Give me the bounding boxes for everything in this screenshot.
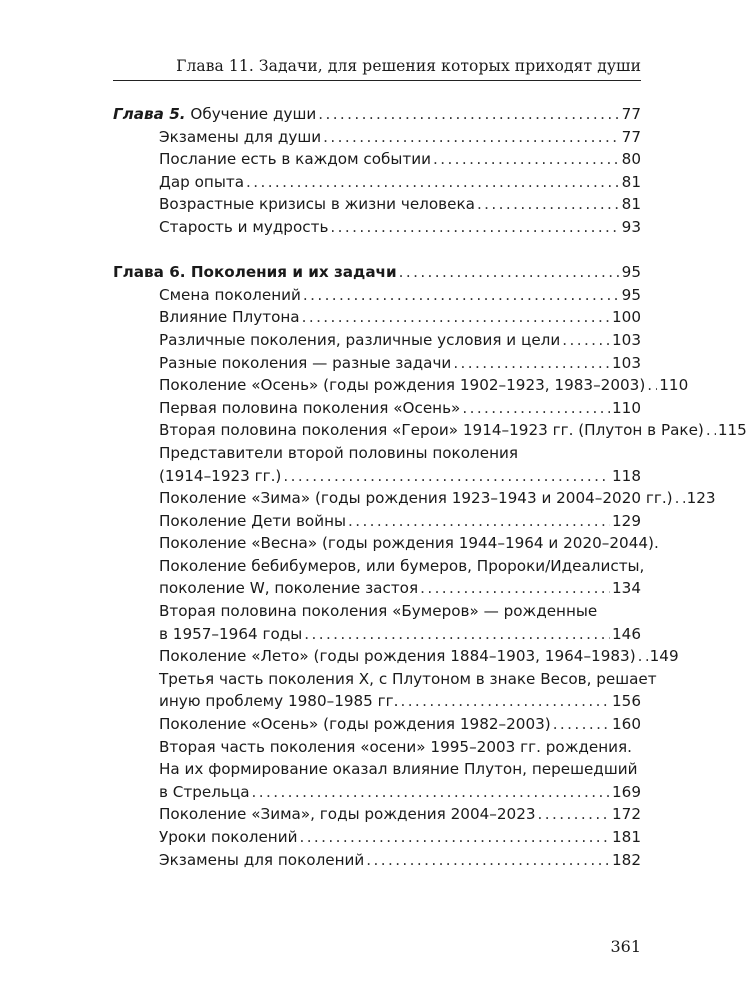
dot-leader — [399, 261, 620, 284]
toc-entry-page: 77 — [621, 127, 641, 146]
toc-entry[interactable] — [113, 532, 659, 600]
toc-entry-title: Поколение «Осень» (годы рождения 1902–1923, 1983–2003) — [159, 376, 646, 395]
toc-entry[interactable] — [113, 216, 641, 239]
toc-entry-title: Влияние Плутона — [159, 308, 300, 327]
toc-entry-page: 172 — [612, 805, 641, 824]
toc-entry[interactable] — [113, 826, 641, 849]
toc-entry-page: 149 — [649, 647, 679, 666]
toc-entry-page: 80 — [621, 150, 641, 169]
table-of-contents — [113, 103, 747, 871]
chapter-6-entries — [113, 284, 747, 871]
dot-leader — [246, 171, 620, 194]
chapter-6-title: Поколения и их задачи — [185, 263, 397, 282]
running-header — [113, 52, 641, 81]
chapter-5-entries — [113, 126, 641, 239]
toc-entry-page: 100 — [612, 308, 641, 327]
toc-entry-line — [113, 668, 657, 691]
toc-entry-line — [113, 171, 641, 194]
toc-entry-line — [113, 284, 641, 307]
toc-entry-line — [113, 216, 641, 239]
dot-leader — [433, 148, 620, 171]
toc-entry-page: 103 — [612, 330, 641, 349]
toc-entry-page: 110 — [612, 398, 641, 417]
toc-entry-line — [113, 555, 645, 578]
dot-leader — [318, 103, 619, 126]
toc-entry-line — [113, 510, 641, 533]
toc-entry-title: Старость и мудрость — [159, 217, 329, 236]
toc-entry-line — [113, 419, 747, 442]
toc-entry-title: Поколение «Зима», годы рождения 2004–2023 — [159, 805, 536, 824]
dot-leader — [453, 352, 610, 375]
toc-entry-line — [113, 397, 641, 420]
toc-entry-title: Послание есть в каждом событии — [159, 150, 431, 169]
toc-entry-page: 146 — [612, 624, 641, 643]
toc-entry-line — [113, 532, 659, 555]
chapter-5-prefix: Глава 5. — [113, 105, 186, 123]
toc-entry-page: 134 — [612, 579, 641, 598]
toc-entry[interactable] — [113, 510, 641, 533]
toc-entry[interactable] — [113, 126, 641, 149]
toc-entry-title: Поколение «Лето» (годы рождения 1884–1903, 1964–1983) — [159, 647, 636, 666]
chapter-6-heading[interactable] — [113, 261, 641, 284]
toc-entry-title: Вторая половина поколения «Герои» 1914–1923 гг. (Плутон в Раке) — [159, 421, 704, 440]
toc-entry-page: 81 — [621, 172, 641, 191]
toc-entry[interactable] — [113, 397, 641, 420]
dot-leader — [283, 465, 610, 488]
toc-entry-title: Возрастные кризисы в жизни человека — [159, 195, 475, 214]
chapter-6-prefix: Глава 6. — [113, 263, 186, 282]
toc-entry-line — [113, 487, 716, 510]
toc-entry-page: 95 — [621, 285, 641, 304]
toc-entry-title: Экзамены для души — [159, 127, 322, 146]
dot-leader — [400, 690, 610, 713]
dot-leader — [553, 713, 610, 736]
toc-entry[interactable] — [113, 736, 641, 804]
toc-entry[interactable] — [113, 668, 657, 713]
toc-entry-page: 123 — [686, 489, 716, 508]
toc-entry-page: 93 — [621, 217, 641, 236]
toc-entry[interactable] — [113, 803, 641, 826]
toc-entry-page: 181 — [612, 828, 641, 846]
toc-entry-page: 156 — [612, 692, 641, 711]
chapter-5-group — [113, 103, 641, 239]
toc-entry-title: иную проблему 1980–1985 гг. — [159, 692, 399, 711]
toc-entry[interactable] — [113, 645, 679, 668]
toc-entry-title: Вторая часть поколения «осени» 1995–2003 гг. рождения. — [159, 737, 632, 756]
toc-entry-title: Поколение Дети войны — [159, 511, 346, 530]
page-number: 361 — [610, 937, 641, 956]
toc-entry-title: Различные поколения, различные условия и цели — [159, 330, 561, 349]
toc-entry-title: Представители второй половины поколения — [159, 443, 519, 462]
dot-leader — [675, 487, 685, 510]
toc-entry-page: 110 — [659, 376, 689, 395]
dot-leader — [323, 126, 620, 149]
chapter-6-page: 95 — [621, 263, 641, 282]
running-header-title: Глава 11. Задачи, для решения которых приходят души — [176, 57, 641, 75]
dot-leader — [477, 193, 620, 216]
toc-entry[interactable] — [113, 352, 641, 375]
toc-entry-title: Вторая половина поколения «Бумеров» — рожденные — [159, 602, 598, 621]
toc-entry-line — [113, 193, 641, 216]
toc-entry[interactable] — [113, 600, 641, 645]
toc-entry-title: Экзамены для поколений — [159, 850, 365, 869]
toc-entry-title: Дар опыта — [159, 172, 245, 191]
chapter-5-heading[interactable] — [113, 103, 641, 126]
toc-entry[interactable] — [113, 374, 689, 397]
toc-entry-title: Поколение бебибумеров, или бумеров, Пророки/Идеалисты, — [159, 556, 645, 575]
toc-entry-line — [113, 577, 641, 600]
toc-entry[interactable] — [113, 487, 716, 510]
toc-entry-page: 160 — [612, 715, 641, 734]
toc-entry[interactable] — [113, 148, 641, 171]
toc-entry-title: Третья часть поколения Х, с Плутоном в знаке Весов, решает — [159, 669, 657, 688]
dot-leader — [330, 216, 619, 239]
dot-leader — [303, 284, 620, 307]
toc-entry-page: 169 — [612, 782, 641, 801]
dot-leader — [348, 510, 610, 533]
toc-entry-line — [113, 600, 641, 623]
toc-entry-page: 118 — [612, 466, 641, 485]
toc-entry-title: На их формирование оказал влияние Плутон, перешедший — [159, 760, 638, 779]
toc-entry-page: 81 — [621, 195, 641, 214]
toc-entry-title: Уроки поколений — [159, 828, 298, 846]
dot-leader — [252, 781, 610, 804]
toc-entry-line — [113, 781, 641, 804]
toc-entry-line — [113, 126, 641, 149]
dot-leader — [462, 397, 610, 420]
dot-leader — [706, 419, 716, 442]
dot-leader — [638, 645, 648, 668]
toc-entry[interactable] — [113, 442, 641, 487]
chapter-5-title: Обучение души — [185, 105, 317, 123]
dot-leader — [302, 306, 610, 329]
dot-leader — [420, 577, 610, 600]
toc-entry-line — [113, 758, 641, 781]
toc-entry-title: в 1957–1964 годы — [159, 624, 303, 643]
toc-entry-page: 103 — [612, 353, 641, 372]
toc-entry-title: Разные поколения — разные задачи — [159, 353, 452, 372]
toc-entry[interactable] — [113, 419, 747, 442]
toc-entry-line — [113, 306, 641, 329]
toc-entry-line — [113, 623, 641, 646]
toc-entry-page: 129 — [612, 511, 641, 530]
dot-leader — [299, 826, 610, 849]
toc-entry[interactable] — [113, 713, 641, 736]
toc-entry-line — [113, 329, 641, 352]
toc-entry-line — [113, 736, 641, 759]
dot-leader — [538, 803, 610, 826]
toc-entry-line — [113, 148, 641, 171]
dot-leader — [366, 849, 610, 872]
toc-entry-page: 182 — [612, 850, 641, 869]
toc-entry[interactable] — [113, 306, 641, 329]
toc-entry-line — [113, 352, 641, 375]
chapter-5-page: 77 — [621, 105, 641, 123]
toc-entry-title: Поколение «Весна» (годы рождения 1944–1964 и 2020–2044). — [159, 534, 659, 553]
toc-entry-line — [113, 442, 641, 465]
toc-entry-title: Поколение «Зима» (годы рождения 1923–1943 и 2004–2020 гг.) — [159, 489, 673, 508]
toc-entry-line — [113, 713, 641, 736]
dot-leader — [647, 374, 657, 397]
toc-entry-line — [113, 690, 641, 713]
toc-entry[interactable] — [113, 849, 641, 872]
toc-entry-title: Смена поколений — [159, 285, 301, 304]
toc-entry-line — [113, 645, 679, 668]
chapter-6-group — [113, 261, 747, 871]
toc-entry-line — [113, 374, 689, 397]
dot-leader — [562, 329, 610, 352]
toc-entry-title: поколение W, поколение застоя — [159, 579, 419, 598]
toc-entry[interactable] — [113, 329, 641, 352]
toc-entry-title: Поколение «Осень» (годы рождения 1982–2003) — [159, 715, 551, 734]
dot-leader — [304, 623, 610, 646]
toc-entry-line — [113, 803, 641, 826]
toc-entry-line — [113, 465, 641, 488]
toc-entry[interactable] — [113, 171, 641, 194]
toc-entry-title: Первая половина поколения «Осень» — [159, 398, 461, 417]
toc-entry-page: 115 — [717, 421, 747, 440]
toc-entry[interactable] — [113, 284, 641, 307]
toc-entry-line — [113, 849, 641, 872]
toc-entry-line — [113, 826, 641, 849]
toc-entry-title: в Стрельца — [159, 782, 250, 801]
toc-entry-title: (1914–1923 гг.) — [159, 466, 282, 485]
toc-entry[interactable] — [113, 193, 641, 216]
